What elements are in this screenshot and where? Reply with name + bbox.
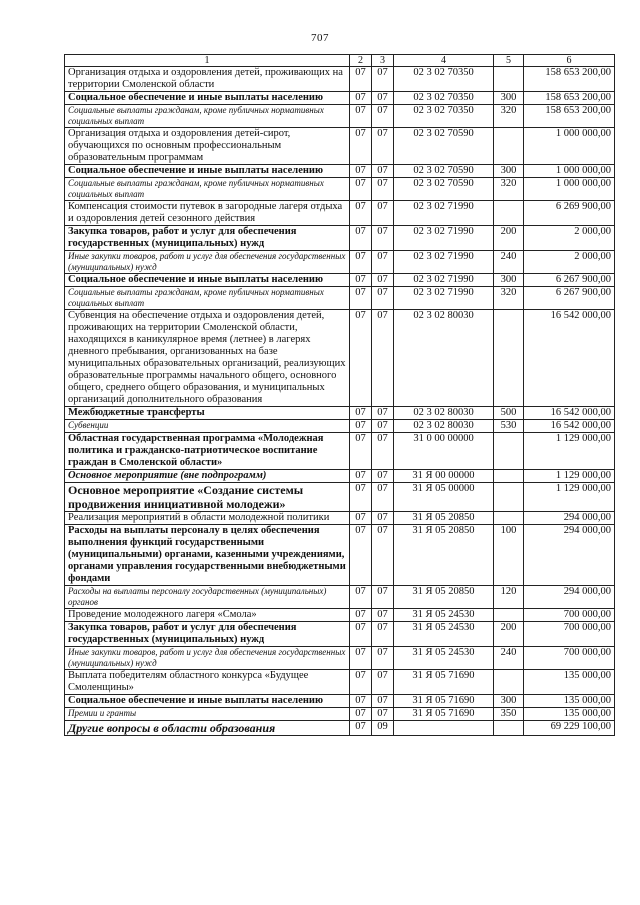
row-name-cell: Социальное обеспечение и иные выплаты населению [65,274,350,287]
row-subsection-cell: 07 [372,670,394,695]
row-expense-type-cell [494,470,524,483]
row-expense-type-cell [494,310,524,407]
row-name-cell: Иные закупки товаров, работ и услуг для обеспечения государственных (муниципальных) нужд [65,647,350,670]
table-row [65,251,615,274]
table-row [65,67,615,92]
row-subsection-cell: 07 [372,420,394,433]
table-row [65,105,615,128]
row-subsection-cell: 07 [372,274,394,287]
header-section-column: 2 [350,55,372,67]
row-name-cell: Социальные выплаты гражданам, кроме публичных нормативных социальных выплат [65,287,350,310]
row-expense-type-cell [494,201,524,226]
table-row [65,92,615,105]
header-amount-column: 6 [524,55,615,67]
row-name-cell: Расходы на выплаты персоналу в целях обеспечения выполнения функций государственными (муниципальными) органами, казенными учреждениями, органами управления государственными внебюджетными фондами [65,525,350,586]
row-amount-cell: 2 000,00 [524,226,615,251]
row-expense-type-cell: 530 [494,420,524,433]
row-section-cell: 07 [350,586,372,609]
row-section-cell: 07 [350,483,372,512]
row-section-cell: 07 [350,721,372,736]
row-subsection-cell: 07 [372,695,394,708]
row-name-cell: Другие вопросы в области образования [65,721,350,736]
row-section-cell: 07 [350,92,372,105]
row-expense-type-cell [494,721,524,736]
row-section-cell: 07 [350,609,372,622]
row-amount-cell: 2 000,00 [524,251,615,274]
row-section-cell: 07 [350,670,372,695]
row-target-code-cell: 02 3 02 70350 [394,105,494,128]
row-target-code-cell: 02 3 02 70590 [394,178,494,201]
row-expense-type-cell: 200 [494,226,524,251]
header-target-code-column: 4 [394,55,494,67]
row-name-cell: Межбюджетные трансферты [65,407,350,420]
row-name-cell: Областная государственная программа «Молодежная политика и гражданско-патриотическое воспитание граждан в Смоленской области» [65,433,350,470]
row-target-code-cell: 02 3 02 71990 [394,201,494,226]
row-target-code-cell: 31 Я 00 00000 [394,470,494,483]
row-target-code-cell: 02 3 02 80030 [394,420,494,433]
row-target-code-cell: 02 3 02 71990 [394,251,494,274]
row-expense-type-cell: 300 [494,274,524,287]
row-subsection-cell: 07 [372,67,394,92]
row-target-code-cell: 31 Я 05 24530 [394,609,494,622]
row-amount-cell: 16 542 000,00 [524,407,615,420]
row-expense-type-cell: 500 [494,407,524,420]
table-row [65,274,615,287]
row-amount-cell: 135 000,00 [524,708,615,721]
row-amount-cell: 1 000 000,00 [524,165,615,178]
table-row [65,525,615,586]
row-amount-cell: 6 267 900,00 [524,287,615,310]
row-expense-type-cell: 320 [494,287,524,310]
row-target-code-cell: 31 Я 05 71690 [394,670,494,695]
budget-table [64,54,615,736]
row-section-cell: 07 [350,525,372,586]
row-expense-type-cell: 320 [494,105,524,128]
row-section-cell: 07 [350,470,372,483]
table-row [65,226,615,251]
header-name-column: 1 [65,55,350,67]
row-subsection-cell: 07 [372,647,394,670]
row-subsection-cell: 07 [372,483,394,512]
table-row [65,420,615,433]
table-body [65,67,615,736]
row-amount-cell: 1 000 000,00 [524,128,615,165]
row-section-cell: 07 [350,310,372,407]
row-expense-type-cell: 300 [494,165,524,178]
row-amount-cell: 294 000,00 [524,525,615,586]
row-amount-cell: 16 542 000,00 [524,310,615,407]
row-name-cell: Иные закупки товаров, работ и услуг для обеспечения государственных (муниципальных) нужд [65,251,350,274]
row-name-cell: Социальное обеспечение и иные выплаты населению [65,92,350,105]
row-subsection-cell: 07 [372,708,394,721]
row-target-code-cell: 31 Я 05 71690 [394,695,494,708]
row-name-cell: Расходы на выплаты персоналу государственных (муниципальных) органов [65,586,350,609]
table-row [65,483,615,512]
row-target-code-cell: 02 3 02 71990 [394,226,494,251]
row-subsection-cell: 07 [372,226,394,251]
row-subsection-cell: 09 [372,721,394,736]
row-amount-cell: 700 000,00 [524,609,615,622]
row-expense-type-cell: 240 [494,647,524,670]
row-section-cell: 07 [350,67,372,92]
table-row [65,407,615,420]
row-target-code-cell: 31 Я 05 00000 [394,483,494,512]
row-target-code-cell: 31 Я 05 20850 [394,512,494,525]
table-row [65,470,615,483]
row-amount-cell: 1 129 000,00 [524,470,615,483]
row-section-cell: 07 [350,165,372,178]
row-expense-type-cell [494,67,524,92]
row-amount-cell: 6 267 900,00 [524,274,615,287]
table-row [65,708,615,721]
row-name-cell: Закупка товаров, работ и услуг для обеспечения государственных (муниципальных) нужд [65,622,350,647]
row-name-cell: Субвенция на обеспечение отдыха и оздоровления детей, проживающих на территории Смоленской области, находящихся в каникулярное время (летнее) в лагерях дневного пребывания, организованных на базе муниципальных образовательных организаций, реализующих образовательные программы начального общего, основного общего, среднего общего образования, и муниципальных организаций дополнительного образования [65,310,350,407]
row-target-code-cell [394,721,494,736]
row-subsection-cell: 07 [372,92,394,105]
row-target-code-cell: 02 3 02 70590 [394,128,494,165]
row-amount-cell: 1 129 000,00 [524,433,615,470]
row-section-cell: 07 [350,274,372,287]
table-row [65,128,615,165]
row-subsection-cell: 07 [372,178,394,201]
header-expense-type-column: 5 [494,55,524,67]
row-section-cell: 07 [350,420,372,433]
row-amount-cell: 135 000,00 [524,695,615,708]
row-amount-cell: 6 269 900,00 [524,201,615,226]
row-target-code-cell: 31 Я 05 20850 [394,586,494,609]
row-name-cell: Проведение молодежного лагеря «Смола» [65,609,350,622]
row-section-cell: 07 [350,622,372,647]
header-subsection-column: 3 [372,55,394,67]
row-subsection-cell: 07 [372,287,394,310]
row-section-cell: 07 [350,647,372,670]
table-row [65,433,615,470]
row-name-cell: Выплата победителям областного конкурса «Будущее Смоленщины» [65,670,350,695]
row-name-cell: Социальное обеспечение и иные выплаты населению [65,695,350,708]
row-section-cell: 07 [350,201,372,226]
row-section-cell: 07 [350,695,372,708]
row-target-code-cell: 02 3 02 71990 [394,274,494,287]
row-subsection-cell: 07 [372,586,394,609]
row-name-cell: Основное мероприятие «Создание системы продвижения инициативной молодежи» [65,483,350,512]
row-expense-type-cell: 120 [494,586,524,609]
table-row [65,609,615,622]
row-amount-cell: 69 229 100,00 [524,721,615,736]
row-expense-type-cell: 240 [494,251,524,274]
table-row [65,178,615,201]
row-subsection-cell: 07 [372,201,394,226]
row-amount-cell: 700 000,00 [524,622,615,647]
row-section-cell: 07 [350,251,372,274]
table-row [65,695,615,708]
row-expense-type-cell [494,128,524,165]
row-name-cell: Основное мероприятие (вне подпрограмм) [65,470,350,483]
row-section-cell: 07 [350,433,372,470]
row-target-code-cell: 02 3 02 71990 [394,287,494,310]
row-expense-type-cell: 300 [494,695,524,708]
table-row [65,670,615,695]
row-expense-type-cell: 320 [494,178,524,201]
row-section-cell: 07 [350,105,372,128]
row-subsection-cell: 07 [372,165,394,178]
row-target-code-cell: 31 Я 05 24530 [394,647,494,670]
row-subsection-cell: 07 [372,622,394,647]
table-header-row [65,55,615,67]
row-subsection-cell: 07 [372,407,394,420]
row-section-cell: 07 [350,287,372,310]
row-amount-cell: 294 000,00 [524,586,615,609]
table-row [65,622,615,647]
row-target-code-cell: 02 3 02 80030 [394,407,494,420]
row-amount-cell: 16 542 000,00 [524,420,615,433]
row-subsection-cell: 07 [372,433,394,470]
row-section-cell: 07 [350,226,372,251]
row-name-cell: Организация отдыха и оздоровления детей, проживающих на территории Смоленской области [65,67,350,92]
table-row [65,201,615,226]
row-section-cell: 07 [350,128,372,165]
row-subsection-cell: 07 [372,512,394,525]
row-subsection-cell: 07 [372,310,394,407]
row-amount-cell: 135 000,00 [524,670,615,695]
row-expense-type-cell [494,512,524,525]
row-name-cell: Компенсация стоимости путевок в загородные лагеря отдыха и оздоровления детей сезонного действия [65,201,350,226]
row-expense-type-cell [494,609,524,622]
row-target-code-cell: 31 Я 05 20850 [394,525,494,586]
row-target-code-cell: 31 Я 05 24530 [394,622,494,647]
table-row [65,647,615,670]
row-amount-cell: 158 653 200,00 [524,92,615,105]
row-name-cell: Реализация мероприятий в области молодежной политики [65,512,350,525]
row-amount-cell: 158 653 200,00 [524,105,615,128]
table-row [65,287,615,310]
row-subsection-cell: 07 [372,251,394,274]
table-row [65,586,615,609]
row-name-cell: Премии и гранты [65,708,350,721]
row-target-code-cell: 02 3 02 70590 [394,165,494,178]
row-name-cell: Социальные выплаты гражданам, кроме публичных нормативных социальных выплат [65,105,350,128]
row-target-code-cell: 02 3 02 70350 [394,67,494,92]
row-subsection-cell: 07 [372,470,394,483]
row-expense-type-cell: 300 [494,92,524,105]
row-name-cell: Социальные выплаты гражданам, кроме публичных нормативных социальных выплат [65,178,350,201]
page-number: 707 [311,32,329,44]
table-row [65,165,615,178]
row-section-cell: 07 [350,708,372,721]
row-amount-cell: 1 000 000,00 [524,178,615,201]
row-expense-type-cell: 350 [494,708,524,721]
row-amount-cell: 294 000,00 [524,512,615,525]
row-expense-type-cell [494,433,524,470]
row-name-cell: Социальное обеспечение и иные выплаты населению [65,165,350,178]
row-target-code-cell: 02 3 02 70350 [394,92,494,105]
row-name-cell: Закупка товаров, работ и услуг для обеспечения государственных (муниципальных) нужд [65,226,350,251]
row-target-code-cell: 31 0 00 00000 [394,433,494,470]
row-subsection-cell: 07 [372,609,394,622]
row-target-code-cell: 02 3 02 80030 [394,310,494,407]
row-section-cell: 07 [350,178,372,201]
table-row [65,512,615,525]
row-subsection-cell: 07 [372,105,394,128]
row-amount-cell: 700 000,00 [524,647,615,670]
row-subsection-cell: 07 [372,128,394,165]
row-amount-cell: 1 129 000,00 [524,483,615,512]
table-row [65,310,615,407]
table-row [65,721,615,736]
row-name-cell: Организация отдыха и оздоровления детей-сирот, обучающихся по основным профессиональным образовательным программам [65,128,350,165]
row-amount-cell: 158 653 200,00 [524,67,615,92]
row-expense-type-cell: 100 [494,525,524,586]
row-subsection-cell: 07 [372,525,394,586]
row-target-code-cell: 31 Я 05 71690 [394,708,494,721]
row-expense-type-cell: 200 [494,622,524,647]
row-name-cell: Субвенции [65,420,350,433]
row-section-cell: 07 [350,407,372,420]
row-expense-type-cell [494,483,524,512]
row-section-cell: 07 [350,512,372,525]
row-expense-type-cell [494,670,524,695]
